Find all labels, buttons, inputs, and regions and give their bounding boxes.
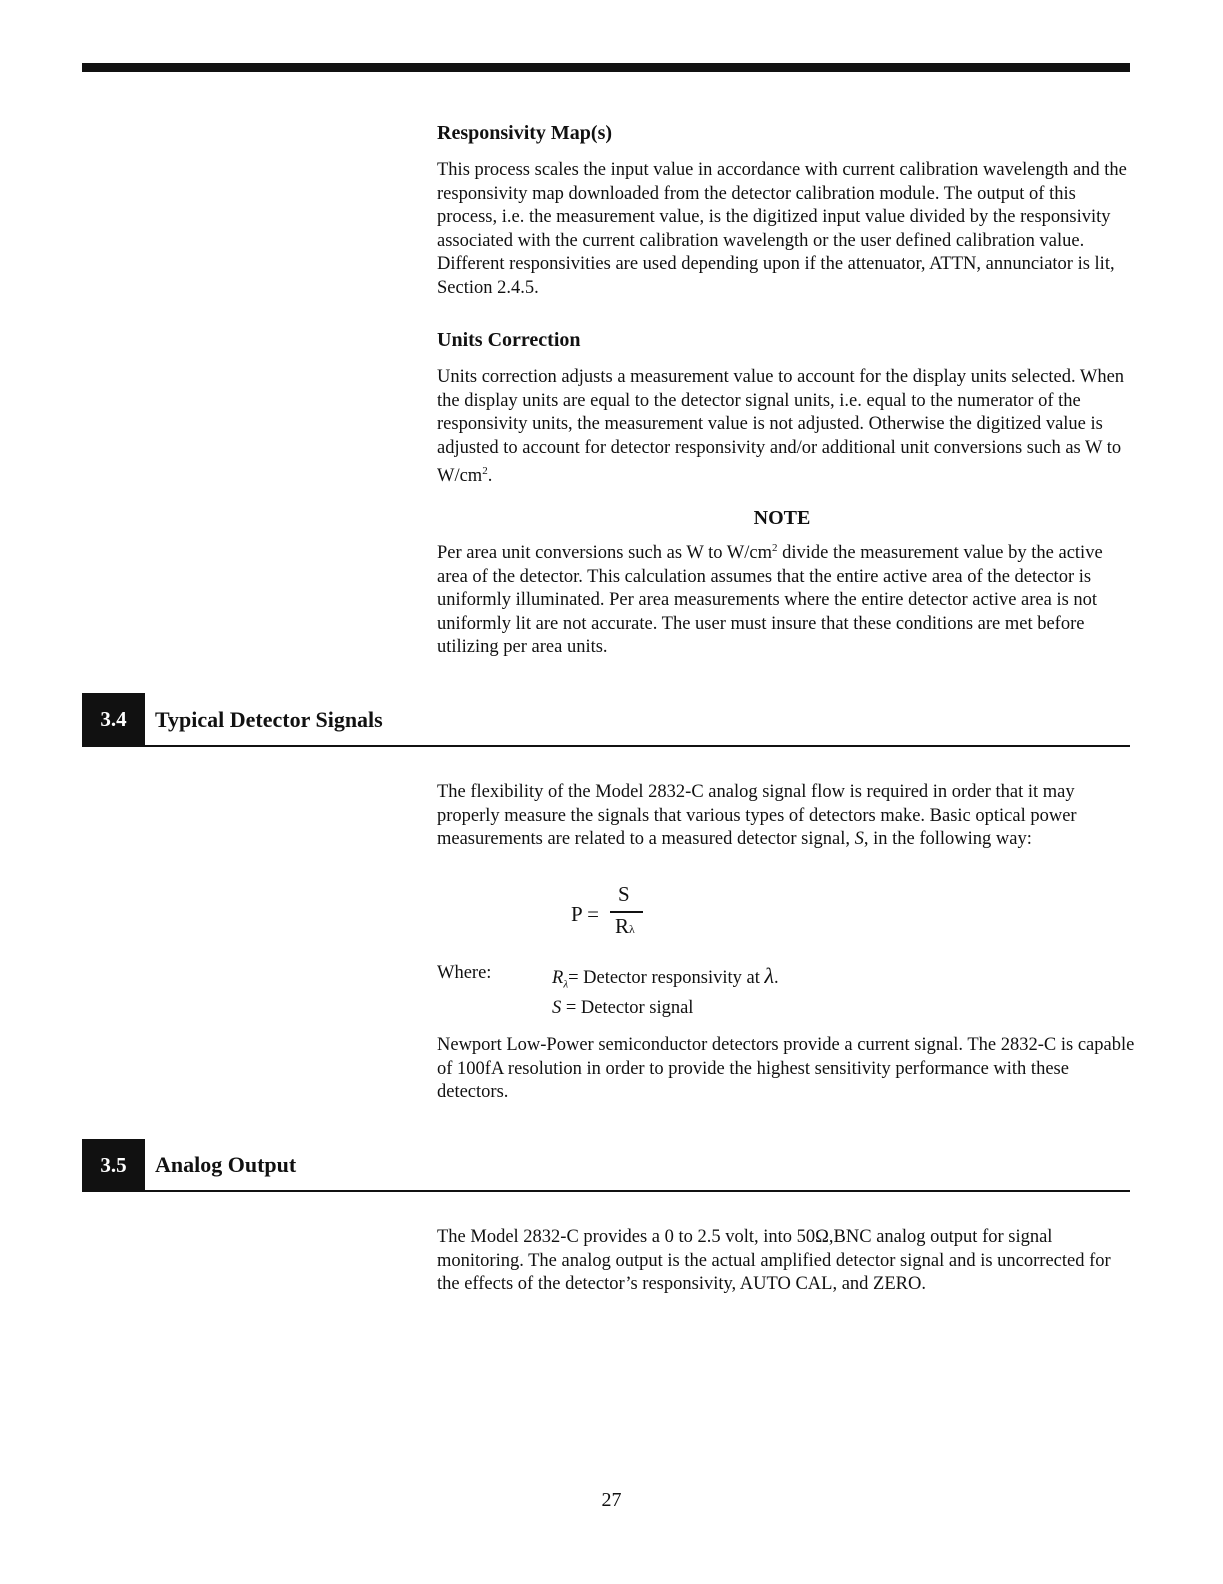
responsivity-symbol: R (552, 968, 564, 988)
definition-responsivity (552, 963, 779, 991)
section-34-closing (437, 1034, 1137, 1105)
note-paragraph (437, 537, 1137, 660)
section-34-intro (437, 781, 1137, 852)
definition-signal (552, 998, 693, 1019)
denominator-letter: R (615, 914, 630, 938)
intro-text: The flexibility of the Model 2832-C analog signal flow is required in order that it may properly measure the signals that various types of detectors make. Basic optical power measurements are related to a measured detector signal, (437, 782, 1077, 849)
analog-output-text: The Model 2832-C provides a 0 to 2.5 volt, into 50Ω,BNC analog output for signal monitoring. The analog output is the actual amplified detector signal and is uncorrected for the effects of the detector’s responsivity, AUTO CAL, and ZERO. (437, 1227, 1111, 1294)
units-heading: Units Correction (437, 329, 581, 351)
section-35-number: 3.5 (82, 1139, 145, 1192)
where-label: Where: (437, 963, 492, 983)
units-superscript: 2 (482, 465, 488, 477)
section-34-number: 3.4 (82, 693, 145, 746)
formula-denominator (615, 914, 635, 939)
signal-definition: = Detector signal (565, 998, 694, 1018)
signal-symbol: S (854, 829, 864, 849)
denominator-subscript: λ (629, 922, 635, 936)
note-text-start: Per area unit conversions such as W to W/cm (437, 543, 772, 564)
formula-lhs: P = (571, 902, 599, 926)
top-rule (82, 63, 1130, 72)
note-superscript: 2 (771, 542, 778, 554)
units-paragraph (437, 366, 1137, 489)
intro-text-end: , in the following way: (863, 829, 1032, 849)
note-text-rest: divide the measurement value by the active area of the detector. This calculation assumes that the entire active area of the detector is uniformly illuminated. Per area measurements where the entire detector active area is not uniformly lit are not accurate. The user must insure that these conditions are met before utilizing per area units. (437, 543, 1103, 658)
note-title: NOTE (753, 507, 811, 529)
definition-end: . (774, 968, 779, 988)
units-text-end: . (487, 466, 493, 487)
power-formula (571, 882, 661, 942)
section-35-title: Analog Output (155, 1152, 297, 1177)
responsivity-subscript: λ (563, 978, 569, 991)
responsivity-paragraph (437, 159, 1137, 300)
section-34-title: Typical Detector Signals (155, 707, 383, 732)
page-number: 27 (601, 1489, 622, 1511)
signal-def-symbol: S (552, 998, 562, 1018)
responsivity-definition: = Detector responsivity at (568, 968, 760, 988)
section-34-rule (82, 745, 1130, 747)
fraction-bar (610, 911, 643, 913)
units-text: Units correction adjusts a measurement value to account for the display units selected. When the display units are equal to the detector signal units, i.e. equal to the numerator of the responsivity units, the measurement value is not adjusted. Otherwise the digitized value is adjusted to account for detector responsivity and/or additional unit conversions such as W to W/cm (437, 367, 1125, 487)
section-35-rule (82, 1190, 1130, 1192)
responsivity-heading: Responsivity Map(s) (437, 122, 613, 144)
closing-text: Newport Low-Power semiconductor detectors provide a current signal. The 2832-C is capable of 100fA resolution in order to provide the highest sensitivity performance with these detectors. (437, 1035, 1135, 1102)
section-35-paragraph (437, 1226, 1137, 1297)
responsivity-text: This process scales the input value in accordance with current calibration wavelength and the responsivity map downloaded from the detector calibration module. The output of this process, i.e. the measurement value, is the digitized input value divided by the responsivity associated with the current calibration wavelength or the user defined calibration value. Different responsivities are used depending upon if the attenuator, ATTN, annunciator is lit, Section 2.4.5. (437, 160, 1127, 298)
lambda-symbol: λ (764, 963, 775, 988)
formula-numerator: S (618, 882, 630, 906)
